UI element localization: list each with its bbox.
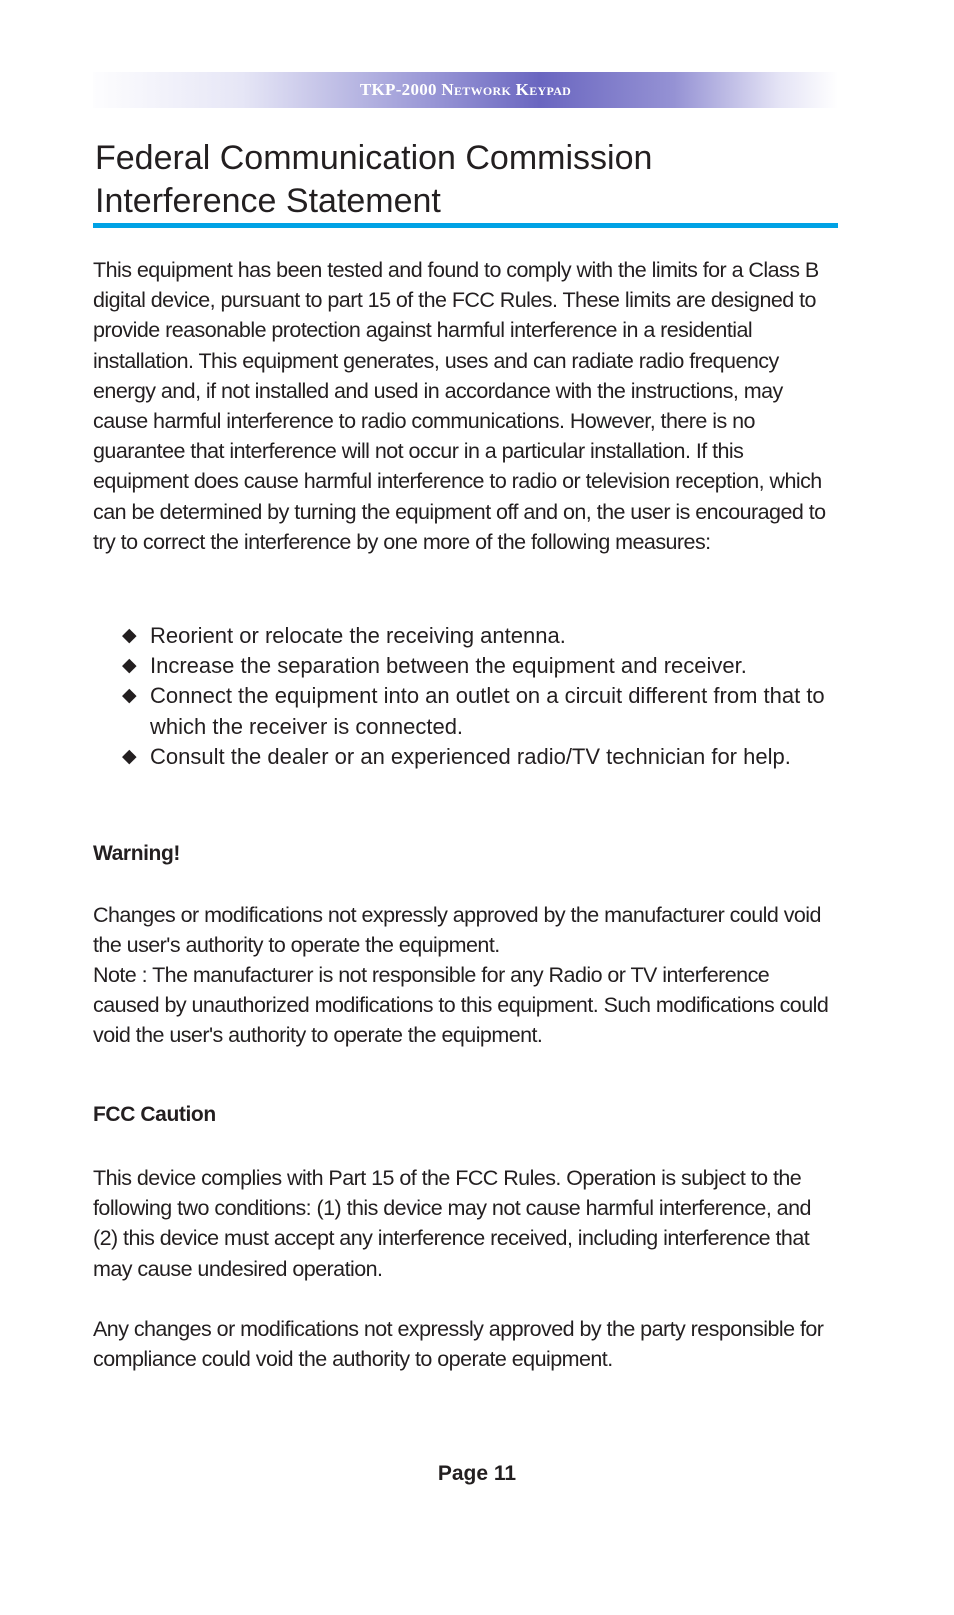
list-item — [122, 742, 842, 772]
diamond-bullet-icon: ◆ — [122, 685, 137, 707]
fcc-caution-heading: FCC Caution — [93, 1103, 216, 1126]
list-item-text: Consult the dealer or an experienced radio/TV technician for help. — [150, 743, 791, 769]
list-item — [122, 651, 842, 681]
product-title: TKP-2000 Network Keypad — [359, 80, 572, 99]
diamond-bullet-icon: ◆ — [122, 745, 137, 767]
intro-paragraph: This equipment has been tested and found to comply with the limits for a Class B digital device, pursuant to part 15 of the FCC Rules. These limits are designed to provide reasonable protection against harmful interference in a residential installation. This equipment generates, uses and can radiate radio frequency energy and, if not installed and used in accordance with the instructions, may cause harmful interference to radio communications. However, there is no guarantee that interference will not occur in a particular installation. If this equipment does cause harmful interference to radio or television reception, which can be determined by turning the equipment off and on, the user is encouraged to try to correct the interference by one more of the following measures: — [93, 258, 826, 554]
warning-text: Changes or modifications not expressly approved by the manufacturer could void the user's authority to operate the equipment. — [93, 903, 821, 958]
list-item — [122, 621, 842, 651]
page-title-line-1: Federal Communication Commission — [95, 139, 653, 177]
warning-heading: Warning! — [93, 842, 181, 865]
measures-list — [122, 621, 842, 772]
diamond-bullet-icon: ◆ — [122, 655, 137, 677]
list-item-text: Increase the separation between the equipment and receiver. — [150, 653, 747, 679]
list-item-text: Reorient or relocate the receiving antenna. — [150, 623, 566, 648]
compliance-text: Any changes or modifications not expressly approved by the party responsible for compliance could void the authority to operate equipment. — [93, 1317, 824, 1372]
header-bar — [93, 72, 838, 108]
note-text: Note : The manufacturer is not responsible for any Radio or TV interference caused by unauthorized modifications to this equipment. Such modifications could void the user's authority to operate the equipment. — [93, 963, 829, 1048]
page-number: Page 11 — [437, 1462, 517, 1485]
page-title — [95, 137, 835, 223]
list-item-text: Connect the equipment into an outlet on a circuit different from that to which the receiver is connected. — [150, 683, 825, 739]
list-item — [122, 681, 842, 741]
fcc-caution-text: This device complies with Part 15 of the FCC Rules. Operation is subject to the following two conditions: (1) this device may not cause harmful interference, and (2) this device must accept any interference received, including interference that may cause undesired operation. — [93, 1166, 811, 1281]
title-divider — [93, 223, 838, 228]
page-title-line-2: Interference Statement — [95, 182, 441, 220]
diamond-bullet-icon: ◆ — [122, 625, 137, 646]
